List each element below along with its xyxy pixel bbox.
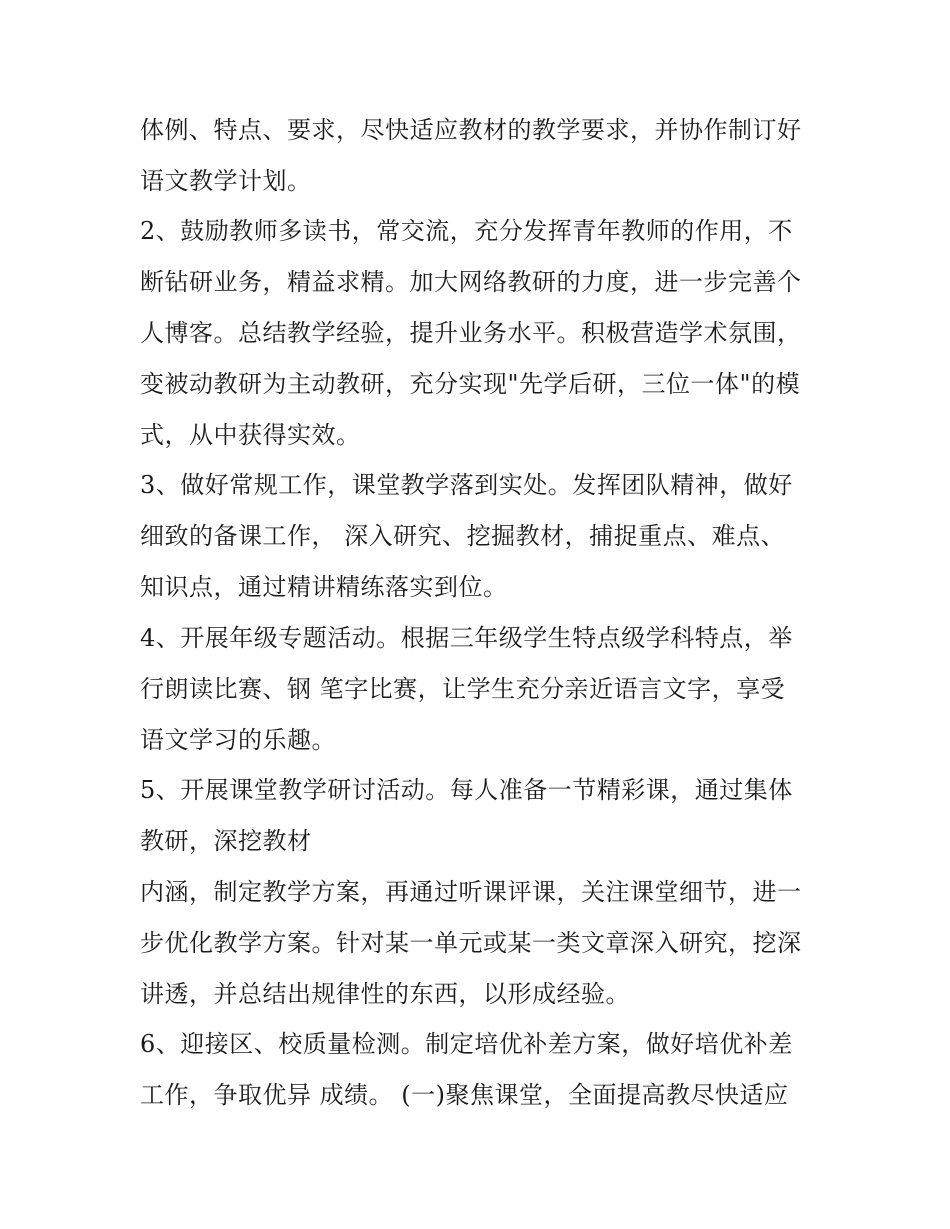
text-line: 语文学习的乐趣。 — [140, 726, 336, 754]
text-line: 内涵，制定教学方案，再通过听课评课，关注课堂细节，进一 — [140, 878, 802, 906]
text-line: 步优化教学方案。针对某一单元或某一类文章深入研究，挖深 — [140, 929, 802, 957]
text-line: 行朗读比赛、钢 笔字比赛，让学生充分亲近语言文字，享受 — [140, 675, 786, 703]
text-line: 断钻研业务，精益求精。加大网络教研的力度，进一步完善个 — [140, 268, 802, 296]
text-line: 5、开展课堂教学研讨活动。每人准备一节精彩课，通过集体 — [140, 776, 793, 804]
text-line: 细致的备课工作， 深入研究、挖掘教材，捕捉重点、难点、 — [140, 522, 786, 550]
text-line: 工作，争取优异 成绩。 (一)聚焦课堂，全面提高教尽快适应 — [140, 1081, 789, 1109]
text-line: 3、做好常规工作，课堂教学落到实处。发挥团队精神，做好 — [140, 471, 793, 499]
text-line: 6、迎接区、校质量检测。制定培优补差方案，做好培优补差 — [140, 1030, 793, 1058]
text-line: 体例、特点、要求，尽快适应教材的教学要求，并协作制订好 — [140, 116, 802, 144]
text-line: 知识点，通过精讲精练落实到位。 — [140, 573, 508, 601]
text-line: 2、鼓励教师多读书，常交流，充分发挥青年教师的作用，不 — [140, 217, 793, 245]
text-line: 讲透，并总结出规律性的东西，以形成经验。 — [140, 980, 630, 1008]
text-line: 4、开展年级专题活动。根据三年级学生特点级学科特点，举 — [140, 624, 793, 652]
text-line: 教研，深挖教材 — [140, 827, 312, 855]
text-line: 变被动教研为主动教研，充分实现"先学后研，三位一体"的模 — [140, 370, 801, 398]
text-line: 式，从中获得实效。 — [140, 421, 361, 449]
text-line: 人博客。总结教学经验，提升业务水平。积极营造学术氛围， — [140, 319, 802, 347]
text-line: 语文教学计划。 — [140, 167, 312, 195]
